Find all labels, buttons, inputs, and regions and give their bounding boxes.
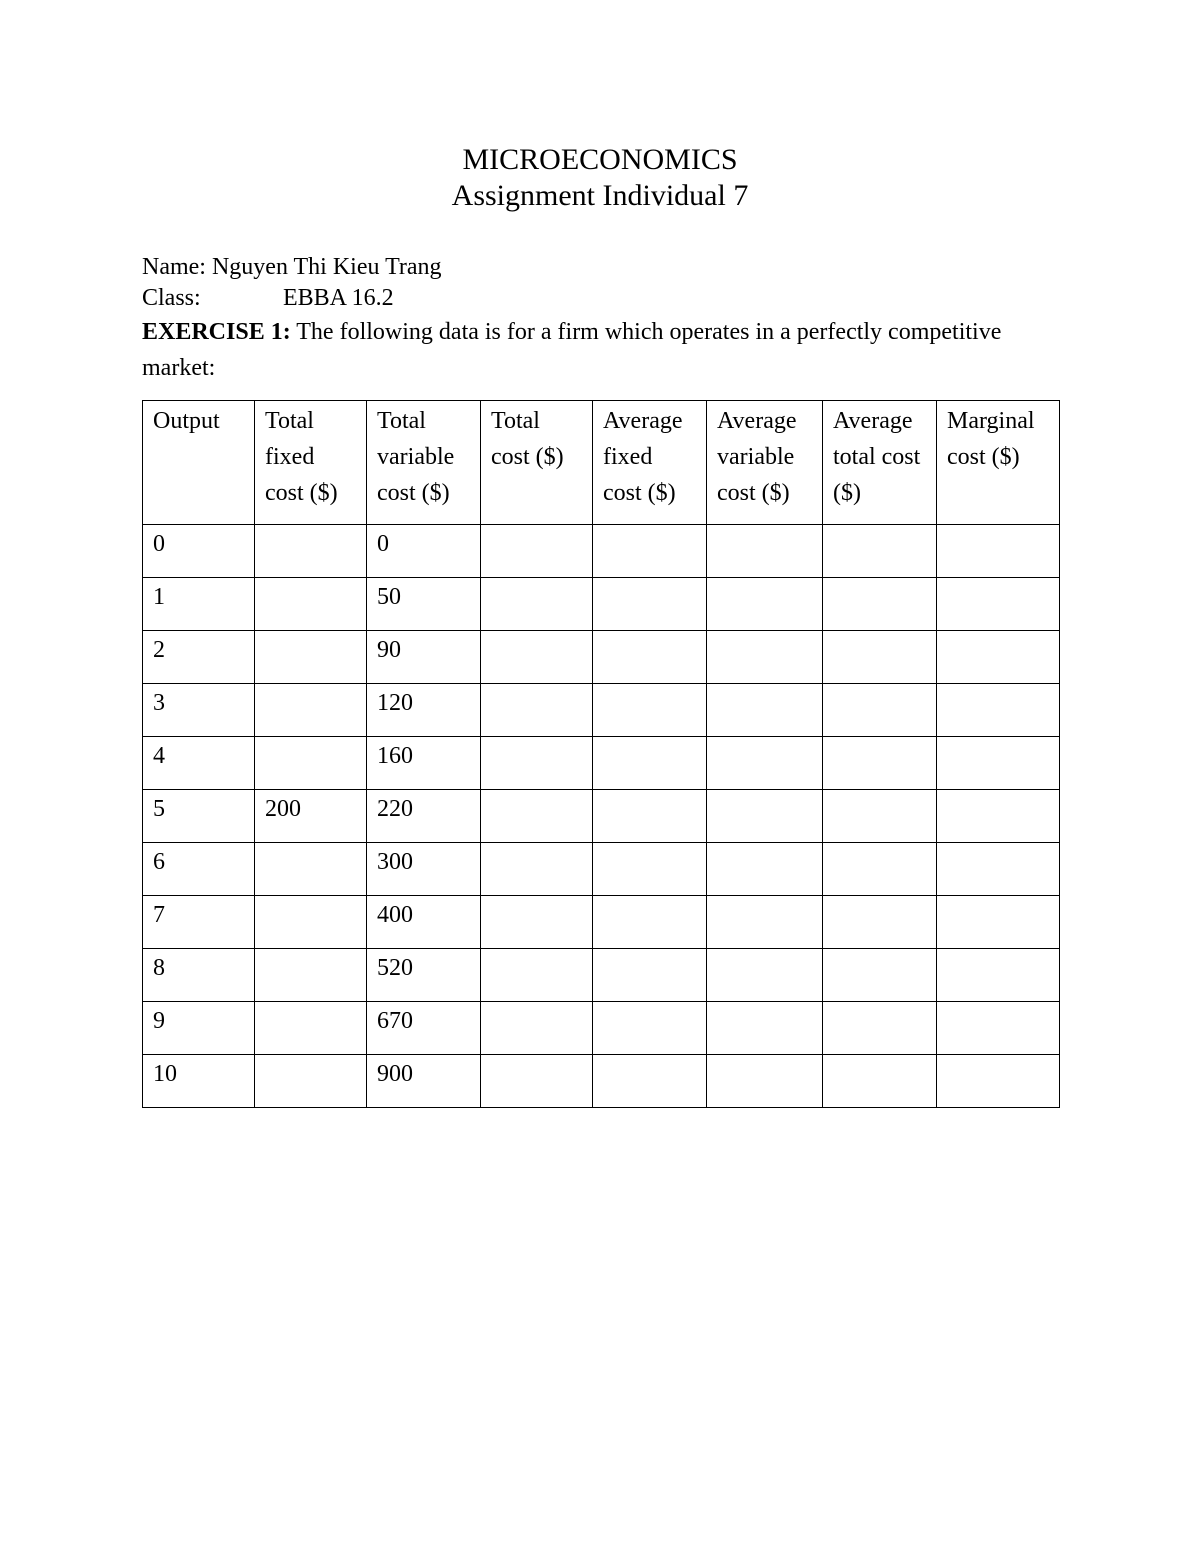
- table-cell: [593, 525, 707, 578]
- table-row: [143, 843, 1060, 896]
- table-cell: [707, 1055, 823, 1108]
- table-cell: [937, 790, 1060, 843]
- class-label: Class:: [142, 285, 201, 311]
- table-cell: [481, 578, 593, 631]
- column-header: Total variable cost ($): [367, 401, 481, 525]
- table-cell: [255, 684, 367, 737]
- table-cell: [937, 737, 1060, 790]
- table-cell: [937, 949, 1060, 1002]
- table-cell: [481, 684, 593, 737]
- table-cell: [481, 896, 593, 949]
- table-cell: [823, 896, 937, 949]
- table-cell: [937, 1002, 1060, 1055]
- table-cell: [937, 843, 1060, 896]
- table-cell: [481, 790, 593, 843]
- exercise-intro: [142, 314, 1042, 386]
- table-cell: [707, 525, 823, 578]
- table-cell: 0: [367, 525, 481, 578]
- class-line: [142, 283, 394, 313]
- table-cell: [255, 737, 367, 790]
- table-cell: [593, 631, 707, 684]
- table-cell: 8: [143, 949, 255, 1002]
- cost-table: [142, 400, 1060, 1108]
- table-cell: 300: [367, 843, 481, 896]
- table-cell: 160: [367, 737, 481, 790]
- table-cell: [593, 684, 707, 737]
- table-cell: 5: [143, 790, 255, 843]
- table-cell: [823, 1002, 937, 1055]
- table-cell: [481, 1002, 593, 1055]
- table-cell: [823, 1055, 937, 1108]
- column-header: Average total cost ($): [823, 401, 937, 525]
- table-cell: [823, 949, 937, 1002]
- table-cell: [593, 1055, 707, 1108]
- table-cell: [593, 843, 707, 896]
- exercise-label: EXERCISE 1:: [142, 319, 291, 345]
- table-cell: [823, 578, 937, 631]
- table-cell: 4: [143, 737, 255, 790]
- table-cell: [707, 1002, 823, 1055]
- class-value: EBBA 16.2: [283, 285, 394, 311]
- table-cell: 9: [143, 1002, 255, 1055]
- table-cell: [255, 525, 367, 578]
- student-name-line: Name: Nguyen Thi Kieu Trang: [142, 254, 442, 280]
- table-cell: 520: [367, 949, 481, 1002]
- table-cell: [823, 843, 937, 896]
- table-cell: [593, 949, 707, 1002]
- table-row: [143, 1055, 1060, 1108]
- table-cell: 1: [143, 578, 255, 631]
- document-title: MICROECONOMICS: [462, 143, 738, 176]
- table-cell: [593, 578, 707, 631]
- table-cell: 670: [367, 1002, 481, 1055]
- table-cell: [937, 525, 1060, 578]
- table-cell: [255, 1055, 367, 1108]
- column-header: Marginal cost ($): [937, 401, 1060, 525]
- table-row: [143, 631, 1060, 684]
- table-cell: [823, 525, 937, 578]
- table-cell: [707, 790, 823, 843]
- table-cell: 120: [367, 684, 481, 737]
- table-cell: [707, 631, 823, 684]
- table-cell: [937, 684, 1060, 737]
- table-cell: [823, 737, 937, 790]
- table-body: [143, 525, 1060, 1108]
- table-cell: 90: [367, 631, 481, 684]
- table-cell: 7: [143, 896, 255, 949]
- exercise-text: The following data is for a firm which operates in a perfectly competitive market:: [142, 319, 1002, 381]
- table-cell: [937, 578, 1060, 631]
- column-header: Output: [143, 401, 255, 525]
- table-cell: [707, 896, 823, 949]
- column-header: Total cost ($): [481, 401, 593, 525]
- table-cell: 200: [255, 790, 367, 843]
- table-cell: [255, 578, 367, 631]
- table-cell: 400: [367, 896, 481, 949]
- table-cell: [707, 949, 823, 1002]
- column-header: Total fixed cost ($): [255, 401, 367, 525]
- table-cell: [823, 790, 937, 843]
- table-cell: [593, 896, 707, 949]
- table-cell: [707, 737, 823, 790]
- table-cell: [481, 737, 593, 790]
- column-header: Average variable cost ($): [707, 401, 823, 525]
- column-header: Average fixed cost ($): [593, 401, 707, 525]
- table-cell: [823, 684, 937, 737]
- table-cell: 3: [143, 684, 255, 737]
- table-row: [143, 1002, 1060, 1055]
- table-row: [143, 790, 1060, 843]
- table-cell: 50: [367, 578, 481, 631]
- table-row: [143, 896, 1060, 949]
- table-row: [143, 684, 1060, 737]
- table-cell: [937, 896, 1060, 949]
- table-cell: [255, 949, 367, 1002]
- table-cell: 220: [367, 790, 481, 843]
- table-row: [143, 578, 1060, 631]
- document-subtitle: Assignment Individual 7: [451, 179, 749, 212]
- table-cell: 900: [367, 1055, 481, 1108]
- table-cell: [707, 684, 823, 737]
- table-cell: [823, 631, 937, 684]
- table-row: [143, 949, 1060, 1002]
- table-cell: [481, 843, 593, 896]
- table-cell: [481, 949, 593, 1002]
- table-cell: 0: [143, 525, 255, 578]
- table-cell: [593, 790, 707, 843]
- table-header-row: [143, 401, 1060, 525]
- table-cell: [255, 631, 367, 684]
- table-cell: [255, 896, 367, 949]
- table-cell: [593, 1002, 707, 1055]
- table-cell: [707, 843, 823, 896]
- table-cell: [593, 737, 707, 790]
- table-cell: 2: [143, 631, 255, 684]
- table-cell: [937, 631, 1060, 684]
- table-cell: [481, 1055, 593, 1108]
- table-row: [143, 525, 1060, 578]
- table-cell: [481, 631, 593, 684]
- table-cell: [937, 1055, 1060, 1108]
- table-cell: [255, 1002, 367, 1055]
- table-cell: 6: [143, 843, 255, 896]
- table-cell: [707, 578, 823, 631]
- table-cell: [481, 525, 593, 578]
- table-cell: [255, 843, 367, 896]
- table-row: [143, 737, 1060, 790]
- table-cell: 10: [143, 1055, 255, 1108]
